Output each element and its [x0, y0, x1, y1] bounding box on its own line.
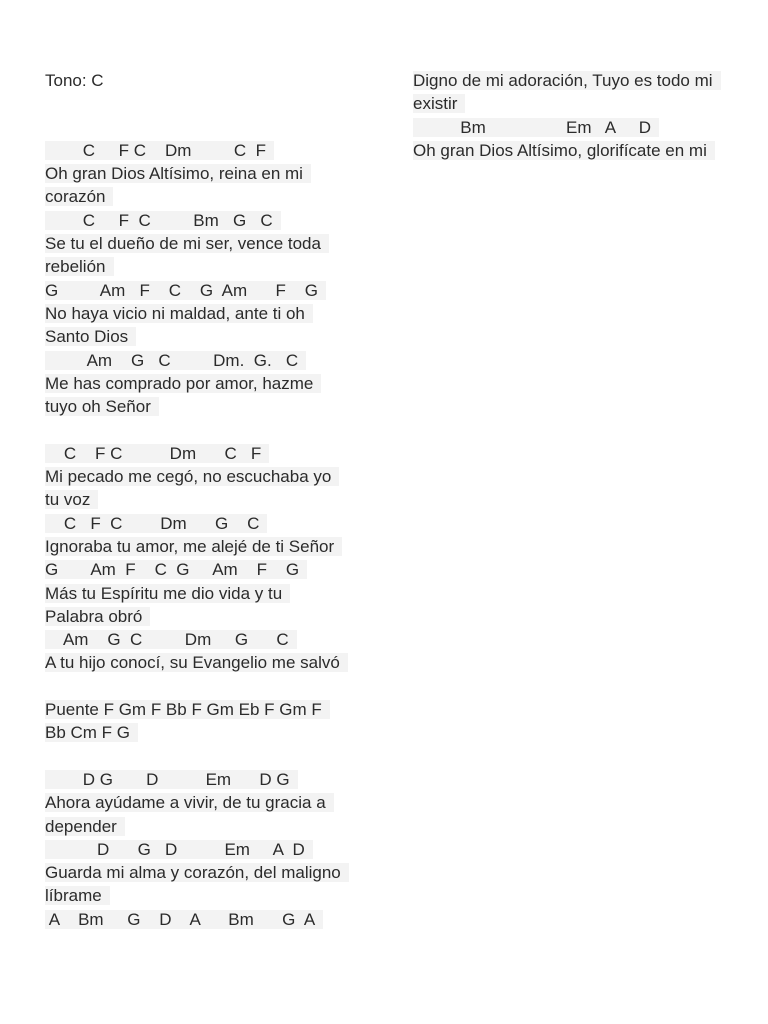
lyric-line: [45, 69, 390, 92]
lyric-line: [413, 69, 753, 92]
lyric-line: [413, 92, 753, 115]
lyric-line: [413, 139, 753, 162]
line-text: rebelión: [45, 257, 114, 276]
chord-line: [413, 116, 753, 139]
lyric-line: [45, 488, 390, 511]
line-text: Santo Dios: [45, 327, 136, 346]
lyric-line: [45, 325, 390, 348]
lyric-line: [45, 605, 390, 628]
chord-line: [45, 139, 390, 162]
chord-line: [45, 908, 390, 931]
line-text: Digno de mi adoración, Tuyo es todo mi: [413, 71, 721, 90]
line-text: [45, 677, 53, 696]
line-text: Me has comprado por amor, hazme: [45, 374, 321, 393]
left-column: [45, 69, 390, 931]
line-text: tu voz: [45, 490, 98, 509]
chord-line: [45, 279, 390, 302]
lyric-line: [45, 861, 390, 884]
line-text: corazón: [45, 187, 113, 206]
lyric-line: [45, 395, 390, 418]
chord-line: [45, 558, 390, 581]
line-text: D G D Em A D: [45, 840, 313, 859]
lyric-line: [45, 815, 390, 838]
line-text: tuyo oh Señor: [45, 397, 159, 416]
line-text: Guarda mi alma y corazón, del maligno: [45, 863, 349, 882]
blank-line: [45, 92, 390, 115]
lyric-line: [45, 232, 390, 255]
lyric-line: [45, 185, 390, 208]
lyric-line: [45, 884, 390, 907]
line-text: Ignoraba tu amor, me alejé de ti Señor: [45, 537, 342, 556]
line-text: No haya vicio ni maldad, ante ti oh: [45, 304, 313, 323]
line-text: Oh gran Dios Altísimo, reina en mi: [45, 164, 311, 183]
line-text: Más tu Espíritu me dio vida y tu: [45, 584, 290, 603]
lyric-line: [45, 651, 390, 674]
line-text: [45, 118, 53, 137]
line-text: Bm Em A D: [413, 118, 659, 137]
lyric-line: [45, 302, 390, 325]
line-text: D G D Em D G: [45, 770, 298, 789]
line-text: Bb Cm F G: [45, 723, 138, 742]
line-text: Oh gran Dios Altísimo, glorifícate en mi: [413, 141, 715, 160]
line-text: G Am F C G Am F G: [45, 281, 326, 300]
lyric-line: [45, 162, 390, 185]
blank-line: [45, 116, 390, 139]
line-text: Tono: C: [45, 71, 104, 90]
line-text: C F C Dm C F: [45, 444, 269, 463]
right-column: [413, 69, 753, 162]
line-text: C F C Dm G C: [45, 514, 267, 533]
blank-line: [45, 418, 390, 441]
line-text: Mi pecado me cegó, no escuchaba yo: [45, 467, 339, 486]
chord-line: [45, 209, 390, 232]
lyric-line: [45, 582, 390, 605]
line-text: Puente F Gm F Bb F Gm Eb F Gm F: [45, 700, 330, 719]
lyric-line: [45, 791, 390, 814]
line-text: [45, 420, 53, 439]
line-text: C F C Bm G C: [45, 211, 281, 230]
lyric-line: [45, 698, 390, 721]
line-text: Am G C Dm. G. C: [45, 351, 306, 370]
line-text: [45, 94, 53, 113]
line-text: existir: [413, 94, 465, 113]
line-text: Se tu el dueño de mi ser, vence toda: [45, 234, 329, 253]
line-text: Am G C Dm G C: [45, 630, 297, 649]
line-text: A tu hijo conocí, su Evangelio me salvó: [45, 653, 348, 672]
lyric-line: [45, 255, 390, 278]
line-text: G Am F C G Am F G: [45, 560, 307, 579]
lyric-line: [45, 465, 390, 488]
lyric-line: [45, 372, 390, 395]
line-text: depender: [45, 817, 125, 836]
blank-line: [45, 675, 390, 698]
blank-line: [45, 745, 390, 768]
chord-line: [45, 442, 390, 465]
line-text: Ahora ayúdame a vivir, de tu gracia a: [45, 793, 334, 812]
chord-line: [45, 721, 390, 744]
chord-line: [45, 349, 390, 372]
chord-line: [45, 838, 390, 861]
lyric-line: [45, 535, 390, 558]
chord-line: [45, 628, 390, 651]
line-text: A Bm G D A Bm G A: [45, 910, 323, 929]
line-text: líbrame: [45, 886, 110, 905]
chord-line: [45, 768, 390, 791]
line-text: C F C Dm C F: [45, 141, 274, 160]
line-text: Palabra obró: [45, 607, 150, 626]
line-text: [45, 747, 53, 766]
chord-line: [45, 512, 390, 535]
